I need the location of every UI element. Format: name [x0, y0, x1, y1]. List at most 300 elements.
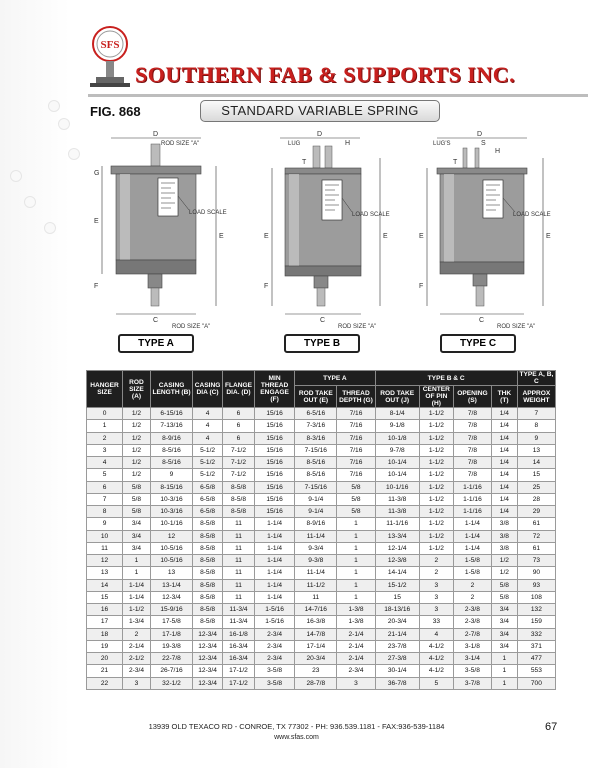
table-cell: 3-5/8 [254, 665, 294, 677]
table-cell: 4 [87, 457, 123, 469]
table-cell: 16 [87, 604, 123, 616]
table-cell: 1 [337, 567, 375, 579]
table-cell: 5/8 [337, 481, 375, 493]
table-cell: 13 [517, 444, 555, 456]
table-cell: 1 [337, 518, 375, 530]
table-cell: 13 [150, 567, 192, 579]
table-cell: 5-1/2 [193, 457, 223, 469]
table-cell: 20 [87, 653, 123, 665]
col-header: THK (T) [491, 386, 517, 408]
table-cell: 2 [419, 567, 453, 579]
table-cell: 1/2 [123, 469, 151, 481]
svg-text:S: S [481, 140, 486, 147]
table-cell: 28 [517, 493, 555, 505]
table-cell: 14 [87, 579, 123, 591]
table-cell: 3 [87, 444, 123, 456]
table-cell: 15/16 [254, 432, 294, 444]
table-cell: 23 [295, 665, 337, 677]
table-row [87, 469, 556, 481]
table-cell: 7-3/16 [295, 420, 337, 432]
table-cell: 1/2 [491, 567, 517, 579]
table-cell: 5-1/2 [193, 469, 223, 481]
table-cell: 6-15/16 [150, 408, 192, 420]
table-cell: 1-1/2 [419, 542, 453, 554]
table-cell: 7/8 [453, 420, 491, 432]
table-cell: 1-1/2 [419, 481, 453, 493]
table-cell: 7-15/16 [295, 481, 337, 493]
table-cell: 12-3/4 [150, 591, 192, 603]
table-cell: 9 [517, 432, 555, 444]
table-cell: 3 [419, 604, 453, 616]
page-title: STANDARD VARIABLE SPRING [200, 100, 440, 122]
table-cell: 6 [223, 420, 255, 432]
table-cell: 15/16 [254, 420, 294, 432]
table-cell: 108 [517, 591, 555, 603]
header-divider [88, 94, 588, 97]
table-cell: 2-3/4 [254, 640, 294, 652]
table-cell: 700 [517, 677, 555, 689]
table-cell: 10-5/16 [150, 542, 192, 554]
table-cell: 2-3/8 [453, 604, 491, 616]
table-cell: 1 [337, 579, 375, 591]
decorative-dot [10, 170, 22, 182]
decorative-dot [48, 100, 60, 112]
table-row [87, 408, 556, 420]
table-cell: 2 [453, 591, 491, 603]
table-cell: 17-1/2 [223, 677, 255, 689]
table-cell: 8 [517, 420, 555, 432]
type-c-label: TYPE C [440, 334, 516, 353]
svg-text:LOAD SCALE: LOAD SCALE [352, 212, 390, 218]
table-cell: 6 [223, 408, 255, 420]
col-header: CENTER OF PIN (H) [419, 386, 453, 408]
table-cell: 7/8 [453, 469, 491, 481]
table-cell: 17 [87, 616, 123, 628]
table-cell: 16-3/8 [295, 616, 337, 628]
table-cell: 1-1/4 [254, 579, 294, 591]
table-cell: 2-3/4 [254, 653, 294, 665]
table-cell: 1/4 [491, 481, 517, 493]
table-cell: 2 [453, 579, 491, 591]
table-cell: 22-7/8 [150, 653, 192, 665]
table-cell: 0 [87, 408, 123, 420]
table-cell: 2-3/8 [453, 616, 491, 628]
table-cell: 12-3/4 [193, 653, 223, 665]
table-cell: 8-5/8 [193, 555, 223, 567]
table-cell: 12-3/4 [193, 665, 223, 677]
table-row [87, 616, 556, 628]
company-name: SOUTHERN FAB & SUPPORTS INC. [135, 62, 516, 87]
table-cell: 15/16 [254, 506, 294, 518]
table-cell: 10-3/16 [150, 493, 192, 505]
table-cell: 1-1/2 [419, 457, 453, 469]
table-cell: 1/2 [123, 444, 151, 456]
table-row [87, 591, 556, 603]
table-cell: 5/8 [123, 493, 151, 505]
table-cell: 15/16 [254, 444, 294, 456]
table-cell: 22 [87, 677, 123, 689]
table-cell: 7-1/2 [223, 457, 255, 469]
table-row [87, 665, 556, 677]
table-cell: 6-5/16 [295, 408, 337, 420]
table-cell: 13-3/4 [375, 530, 419, 542]
table-cell: 32-1/2 [150, 677, 192, 689]
table-cell: 10-3/16 [150, 506, 192, 518]
table-cell: 1/4 [491, 432, 517, 444]
table-cell: 12-3/4 [193, 640, 223, 652]
table-cell: 6 [87, 481, 123, 493]
table-cell: 17-1/8 [150, 628, 192, 640]
table-cell: 371 [517, 640, 555, 652]
svg-text:ROD SIZE "A": ROD SIZE "A" [497, 324, 536, 330]
svg-text:F: F [419, 283, 424, 290]
table-cell: 8-5/16 [150, 457, 192, 469]
table-cell: 11-3/8 [375, 493, 419, 505]
table-cell: 1 [491, 665, 517, 677]
decorative-dot [68, 148, 80, 160]
table-cell: 1-1/2 [419, 444, 453, 456]
table-cell: 5 [419, 677, 453, 689]
table-cell: 1-1/16 [453, 493, 491, 505]
table-cell: 1-3/4 [123, 616, 151, 628]
table-cell: 9-1/4 [295, 493, 337, 505]
table-cell: 1-1/2 [419, 420, 453, 432]
table-cell: 11-1/4 [295, 567, 337, 579]
table-cell: 7-15/16 [295, 444, 337, 456]
col-header: OPENING (S) [453, 386, 491, 408]
svg-text:ROD SIZE "A": ROD SIZE "A" [172, 324, 211, 330]
table-cell: 1-5/16 [254, 604, 294, 616]
table-cell: 7 [517, 408, 555, 420]
table-cell: 8-5/8 [193, 591, 223, 603]
svg-text:E: E [219, 233, 224, 240]
col-header: THREAD DEPTH (G) [337, 386, 375, 408]
table-cell: 2 [123, 628, 151, 640]
col-header: HANGER SIZE [87, 371, 123, 408]
table-cell: 5/8 [491, 591, 517, 603]
table-cell: 14-7/16 [295, 604, 337, 616]
table-cell: 1-1/4 [123, 591, 151, 603]
table-cell: 8-5/8 [223, 493, 255, 505]
table-cell: 33 [419, 616, 453, 628]
table-cell: 3 [337, 677, 375, 689]
table-cell: 15/16 [254, 457, 294, 469]
table-row [87, 420, 556, 432]
table-cell: 2-1/4 [123, 640, 151, 652]
table-cell: 1-1/4 [123, 579, 151, 591]
table-cell: 16-3/4 [223, 653, 255, 665]
table-cell: 12-3/8 [375, 555, 419, 567]
table-cell: 8-5/16 [295, 469, 337, 481]
svg-text:LOAD SCALE: LOAD SCALE [189, 210, 227, 216]
table-cell: 15/16 [254, 481, 294, 493]
svg-text:C: C [479, 317, 485, 324]
table-cell: 1-1/4 [254, 555, 294, 567]
table-cell: 5/8 [337, 506, 375, 518]
table-cell: 7/16 [337, 469, 375, 481]
type-c-drawing [415, 128, 563, 334]
table-cell: 11 [223, 579, 255, 591]
table-cell: 9 [150, 469, 192, 481]
table-cell: 18-13/16 [375, 604, 419, 616]
table-cell: 1 [491, 653, 517, 665]
table-cell: 1-1/2 [419, 432, 453, 444]
svg-text:T: T [453, 159, 458, 166]
table-cell: 15/16 [254, 408, 294, 420]
table-cell: 1-3/8 [337, 616, 375, 628]
svg-text:H: H [345, 140, 351, 147]
table-cell: 3/4 [491, 628, 517, 640]
table-cell: 28-7/8 [295, 677, 337, 689]
table-cell: 4 [193, 420, 223, 432]
table-cell: 7/16 [337, 432, 375, 444]
table-cell: 1-1/4 [254, 518, 294, 530]
table-cell: 16-3/4 [223, 640, 255, 652]
table-cell: 11-1/4 [295, 530, 337, 542]
svg-text:ROD SIZE "A": ROD SIZE "A" [338, 324, 377, 330]
footer-address: 13939 OLD TEXACO RD - CONROE, TX 77302 - PH: 936.539.1181 - FAX:936-539-1184 [148, 722, 445, 731]
table-cell: 8-5/8 [193, 542, 223, 554]
table-cell: 9-1/4 [295, 506, 337, 518]
table-cell: 3/4 [491, 604, 517, 616]
table-cell: 1 [491, 677, 517, 689]
group-header-type-bc: TYPE B & C [375, 371, 517, 386]
table-cell: 1-1/2 [419, 469, 453, 481]
table-cell: 36-7/8 [375, 677, 419, 689]
table-cell: 1-1/4 [254, 530, 294, 542]
table-cell: 72 [517, 530, 555, 542]
table-cell: 14-7/8 [295, 628, 337, 640]
table-cell: 8-15/16 [150, 481, 192, 493]
table-cell: 2 [87, 432, 123, 444]
table-cell: 9-3/8 [295, 555, 337, 567]
decorative-dot [44, 222, 56, 234]
table-cell: 14 [517, 457, 555, 469]
table-row [87, 542, 556, 554]
table-cell: 5/8 [337, 493, 375, 505]
table-cell: 6-5/8 [193, 506, 223, 518]
table-cell: 12 [150, 530, 192, 542]
table-cell: 11 [87, 542, 123, 554]
figure-number: FIG. 868 [90, 104, 141, 119]
table-row [87, 493, 556, 505]
table-cell: 10-1/16 [375, 481, 419, 493]
svg-text:D: D [317, 131, 323, 138]
table-cell: 1-1/2 [419, 493, 453, 505]
table-cell: 5-1/2 [193, 444, 223, 456]
table-cell: 1/2 [491, 555, 517, 567]
svg-text:E: E [419, 233, 424, 240]
table-cell: 7/16 [337, 408, 375, 420]
table-row [87, 653, 556, 665]
table-cell: 1/4 [491, 420, 517, 432]
table-cell: 16-1/8 [223, 628, 255, 640]
table-cell: 1 [337, 555, 375, 567]
table-cell: 1-3/8 [337, 604, 375, 616]
table-cell: 1-1/2 [419, 518, 453, 530]
table-cell: 10 [87, 530, 123, 542]
table-cell: 1 [123, 567, 151, 579]
table-cell: 7-13/16 [150, 420, 192, 432]
table-cell: 3 [419, 579, 453, 591]
table-cell: 10-1/16 [150, 518, 192, 530]
svg-text:E: E [383, 233, 388, 240]
svg-text:ROD SIZE "A": ROD SIZE "A" [161, 141, 200, 147]
table-cell: 10-1/4 [375, 469, 419, 481]
svg-text:LUG: LUG [288, 141, 301, 147]
table-cell: 30-1/4 [375, 665, 419, 677]
table-cell: 1/4 [491, 506, 517, 518]
col-header: MIN THREAD ENGAGE (F) [254, 371, 294, 408]
table-cell: 4 [193, 408, 223, 420]
table-cell: 3-7/8 [453, 677, 491, 689]
table-cell: 3-1/4 [453, 653, 491, 665]
table-cell: 8-3/16 [295, 432, 337, 444]
svg-text:D: D [153, 131, 159, 138]
table-cell: 1-1/16 [453, 481, 491, 493]
table-cell: 12-3/4 [193, 628, 223, 640]
table-cell: 61 [517, 542, 555, 554]
table-cell: 15 [517, 469, 555, 481]
table-cell: 4-1/2 [419, 653, 453, 665]
table-cell: 1-1/4 [254, 591, 294, 603]
table-cell: 3/4 [123, 542, 151, 554]
spring-spec-table [86, 370, 556, 690]
table-cell: 1 [87, 420, 123, 432]
logo-text: SFS [100, 39, 120, 51]
table-cell: 93 [517, 579, 555, 591]
table-cell: 8-5/8 [223, 481, 255, 493]
svg-text:F: F [94, 283, 99, 290]
table-cell: 20-3/4 [295, 653, 337, 665]
table-cell: 6-5/8 [193, 481, 223, 493]
table-cell: 3-1/8 [453, 640, 491, 652]
type-a-label: TYPE A [118, 334, 194, 353]
table-cell: 1-1/4 [453, 518, 491, 530]
svg-text:E: E [94, 218, 99, 225]
decorative-dot [58, 118, 70, 130]
table-cell: 1-1/2 [419, 530, 453, 542]
table-cell: 3/4 [491, 616, 517, 628]
table-cell: 25 [517, 481, 555, 493]
table-cell: 2-7/8 [453, 628, 491, 640]
table-cell: 13 [87, 567, 123, 579]
table-row [87, 481, 556, 493]
table-cell: 1 [337, 530, 375, 542]
table-cell: 2-1/4 [337, 653, 375, 665]
table-cell: 1/4 [491, 408, 517, 420]
type-b-drawing [250, 128, 398, 334]
table-cell: 11 [223, 555, 255, 567]
table-cell: 18 [87, 628, 123, 640]
table-cell: 8-5/8 [193, 518, 223, 530]
table-cell: 8-1/4 [375, 408, 419, 420]
svg-text:LUG'S: LUG'S [433, 141, 451, 147]
table-cell: 9 [87, 518, 123, 530]
table-cell: 8-5/8 [193, 616, 223, 628]
table-cell: 5/8 [491, 579, 517, 591]
table-cell: 11 [223, 591, 255, 603]
type-b-label: TYPE B [284, 334, 360, 353]
table-cell: 26-7/16 [150, 665, 192, 677]
table-cell: 332 [517, 628, 555, 640]
table-cell: 1/4 [491, 457, 517, 469]
col-header: FLANGE DIA. (D) [223, 371, 255, 408]
table-cell: 11-1/2 [295, 579, 337, 591]
table-cell: 553 [517, 665, 555, 677]
svg-text:F: F [264, 283, 269, 290]
table-row [87, 444, 556, 456]
table-row [87, 604, 556, 616]
table-cell: 15 [87, 591, 123, 603]
table-cell: 1/4 [491, 493, 517, 505]
table-cell: 6 [223, 432, 255, 444]
table-cell: 8 [87, 506, 123, 518]
table-cell: 7/8 [453, 457, 491, 469]
table-cell: 8-9/16 [150, 432, 192, 444]
table-cell: 8-5/16 [150, 444, 192, 456]
table-cell: 1/2 [123, 420, 151, 432]
table-cell: 8-5/8 [193, 567, 223, 579]
table-row [87, 506, 556, 518]
svg-text:G: G [94, 170, 100, 177]
table-cell: 1/4 [491, 469, 517, 481]
table-cell: 3/4 [491, 640, 517, 652]
table-cell: 11 [295, 591, 337, 603]
col-header: ROD TAKE OUT (J) [375, 386, 419, 408]
table-cell: 7/16 [337, 457, 375, 469]
table-cell: 8-5/8 [193, 604, 223, 616]
table-cell: 19-3/8 [150, 640, 192, 652]
table-cell: 11-3/8 [375, 506, 419, 518]
table-cell: 1-1/4 [254, 542, 294, 554]
table-cell: 73 [517, 555, 555, 567]
group-header-type-a: TYPE A [295, 371, 375, 386]
table-cell: 20-3/4 [375, 616, 419, 628]
table-row [87, 579, 556, 591]
table-cell: 1-1/2 [123, 604, 151, 616]
table-cell: 8-5/16 [295, 457, 337, 469]
table-cell: 10-5/16 [150, 555, 192, 567]
table-cell: 3/8 [491, 530, 517, 542]
table-cell: 27-3/8 [375, 653, 419, 665]
table-cell: 5/8 [123, 506, 151, 518]
table-row [87, 457, 556, 469]
table-cell: 15 [375, 591, 419, 603]
table-cell: 15/16 [254, 493, 294, 505]
footer-website[interactable]: www.sfas.com [274, 734, 319, 741]
table-cell: 15-1/2 [375, 579, 419, 591]
table-cell: 23-7/8 [375, 640, 419, 652]
table-cell: 1 [337, 542, 375, 554]
table-cell: 12-3/4 [193, 677, 223, 689]
table-cell: 1-5/16 [254, 616, 294, 628]
table-cell: 7-1/2 [223, 469, 255, 481]
table-cell: 3 [123, 677, 151, 689]
table-cell: 11 [223, 530, 255, 542]
table-cell: 17-1/4 [295, 640, 337, 652]
table-row [87, 640, 556, 652]
table-cell: 11-1/16 [375, 518, 419, 530]
svg-text:T: T [302, 159, 307, 166]
table-cell: 7/8 [453, 444, 491, 456]
table-cell: 4-1/2 [419, 640, 453, 652]
left-decorative-band [0, 0, 70, 768]
table-cell: 4-1/2 [419, 665, 453, 677]
table-cell: 7/8 [453, 432, 491, 444]
svg-text:D: D [477, 131, 483, 138]
table-cell: 90 [517, 567, 555, 579]
